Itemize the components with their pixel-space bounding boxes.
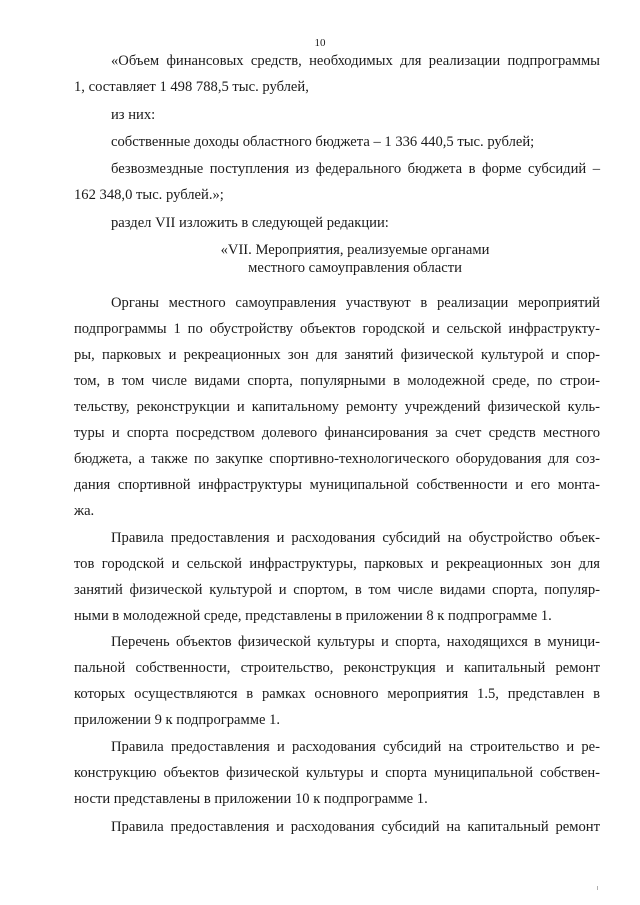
- text-line: Органы местного самоуправления участвуют в реализации мероприятий: [111, 295, 600, 311]
- text-line: безвозмездные поступления из федерального бюджета в форме субсидий –: [111, 161, 600, 177]
- section-heading-line: «VII. Мероприятия, реализуемые органами: [220, 242, 490, 258]
- text-line: тельству, реконструкции и капитальному ремонту учреждений физической куль-: [74, 399, 600, 415]
- text-line: приложении 9 к подпрограмме 1.: [74, 712, 281, 728]
- text-line: конструкцию объектов физической культуры и спорта муниципальной собствен-: [74, 765, 600, 781]
- text-line: дания спортивной инфраструктуры муниципальной собственности и его монта-: [74, 477, 600, 493]
- text-line: раздел VII изложить в следующей редакции:: [111, 215, 389, 231]
- text-line: тов городской и сельской инфраструктуры, парковых и рекреационных зон для: [74, 556, 600, 572]
- text-line: собственные доходы областного бюджета – 1 336 440,5 тыс. рублей;: [111, 134, 535, 150]
- text-line: которых осуществляются в рамках основного мероприятия 1.5, представлен в: [74, 686, 600, 702]
- text-line: подпрограммы 1 по обустройству объектов городской и сельской инфраструкту-: [74, 321, 600, 337]
- text-line: ры, парковых и рекреационных зон для занятий физической культурой и спор-: [74, 347, 600, 363]
- text-line: занятий физической культурой и спортом, в том числе видами спорта, популяр-: [74, 582, 600, 598]
- text-line: пальной собственности, строительство, реконструкция и капитальный ремонт: [74, 660, 600, 676]
- section-heading-line: местного самоуправления области: [248, 260, 462, 276]
- text-line: том, в том числе видами спорта, популярными в молодежной среде, по строи-: [74, 373, 600, 389]
- text-line: Правила предоставления и расходования субсидий на строительство и ре-: [111, 739, 600, 755]
- text-line: Правила предоставления и расходования субсидий на обустройство объек-: [111, 530, 600, 546]
- text-line: 162 348,0 тыс. рублей.»;: [74, 187, 224, 203]
- text-line: Правила предоставления и расходования субсидий на капитальный ремонт: [111, 819, 600, 835]
- text-line: 1, составляет 1 498 788,5 тыс. рублей,: [74, 79, 309, 95]
- text-line: Перечень объектов физической культуры и спорта, находящихся в муници-: [111, 634, 600, 650]
- text-line: ными в молодежной среде, представлены в приложении 8 к подпрограмме 1.: [74, 608, 552, 624]
- text-line: бюджета, а также по закупке спортивно-технологического оборудования для соз-: [74, 451, 600, 467]
- text-line: «Объем финансовых средств, необходимых для реализации подпрограммы: [111, 53, 600, 69]
- scan-mark: [597, 886, 598, 890]
- page-number: 10: [314, 37, 326, 49]
- text-line: жа.: [74, 503, 95, 519]
- text-line: из них:: [111, 107, 156, 123]
- text-line: туры и спорта посредством долевого финансирования за счет средств местного: [74, 425, 600, 441]
- text-line: ности представлены в приложении 10 к подпрограмме 1.: [74, 791, 428, 807]
